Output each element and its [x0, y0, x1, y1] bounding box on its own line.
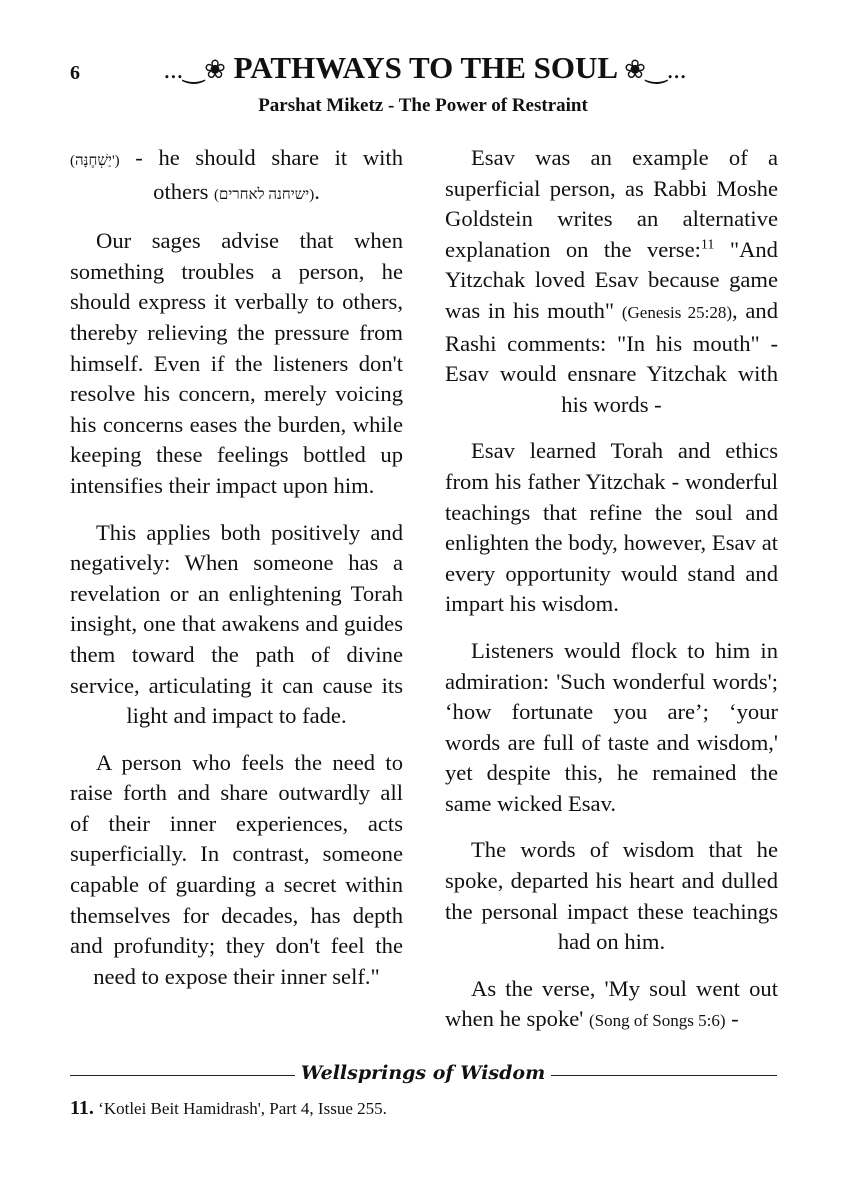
paragraph: The words of wisdom that he spoke, departed his heart and dulled the personal impact these teachings had on him.: [445, 837, 778, 955]
footnote-text: ‘Kotlei Beit Hamidrash', Part 4, Issue 255.: [93, 1099, 387, 1118]
paragraph: Esav learned Torah and ethics from his father Yitzchak - wonderful teachings that refine the soul and enlighten the body, however, Esav at every opportunity would stand and impart his wisdom.: [445, 438, 778, 617]
text: -: [725, 1006, 739, 1032]
ornament-right-icon: ❀‿...: [624, 55, 687, 84]
paragraph: [445, 974, 778, 1037]
paragraph: Our sages advise that when something troubles a person, he should express it verbally to others, thereby relieving the pressure from himself. Even if the listeners don't resolve his concern, merely voicing his concerns eases the burden, while keeping these feelings bottled up intensifies their impact upon him.: [70, 228, 403, 498]
paragraph: This applies both positively and negatively: When someone has a revelation or an enlightening Torah insight, one that awakens and guides them toward the path of divine service, articulating it can cause its light and impact to fade.: [70, 519, 403, 729]
text: As the verse, 'My soul went out when he spoke': [445, 975, 778, 1032]
text: Esav was an example of a superficial person, as Rabbi Moshe Goldstein writes an alternative explanation on the verse:: [445, 145, 778, 262]
page-number: 6: [70, 62, 80, 84]
text: "And Yitzchak loved Esav because game was in his mouth": [445, 236, 778, 323]
citation: (Genesis 25:28): [621, 302, 733, 322]
ornament-left-icon: ...‿❀: [163, 55, 226, 84]
chapter-subtitle: Parshat Miketz - The Power of Restraint: [258, 95, 588, 116]
title-text: PATHWAYS TO THE SOUL: [233, 50, 617, 85]
hebrew-term: (ישיחנה לאחרים): [214, 186, 315, 203]
right-column: [445, 143, 778, 1053]
paragraph: A person who feels the need to raise forth and share outwardly all of their inner experiences, acts superficially. In contrast, someone capable of guarding a secret within themselves for decades, has depth and profundity; they don't feel the need to expose their inner self.": [70, 749, 403, 989]
running-title: [130, 50, 720, 86]
footnote: [70, 1097, 387, 1120]
footnote-number: 11.: [70, 1097, 94, 1119]
paragraph: Listeners would flock to him in admiration: 'Such wonderful words'; ‘how fortunate you are’; ‘your words are full of taste and wisdom,' yet despite this, he remained the same wicked Esav.: [445, 637, 778, 816]
footer-section-label: [0, 1062, 846, 1084]
hebrew-term: (יַשְׁחֶנָּה'): [70, 153, 120, 169]
footer-label-text: Wellsprings of Wisdom: [295, 1062, 551, 1084]
footnote-ref[interactable]: 11: [700, 237, 715, 253]
left-column: [70, 143, 403, 1008]
paragraph: [70, 143, 403, 210]
paragraph: [445, 143, 778, 420]
text: , and Rashi comments: "In his mouth" - Esav would ensnare Yitzchak with his words -: [445, 297, 779, 417]
text: - he should share it with others: [119, 145, 403, 204]
citation: (Song of Songs 5:6): [589, 1011, 726, 1031]
text: .: [314, 178, 320, 204]
